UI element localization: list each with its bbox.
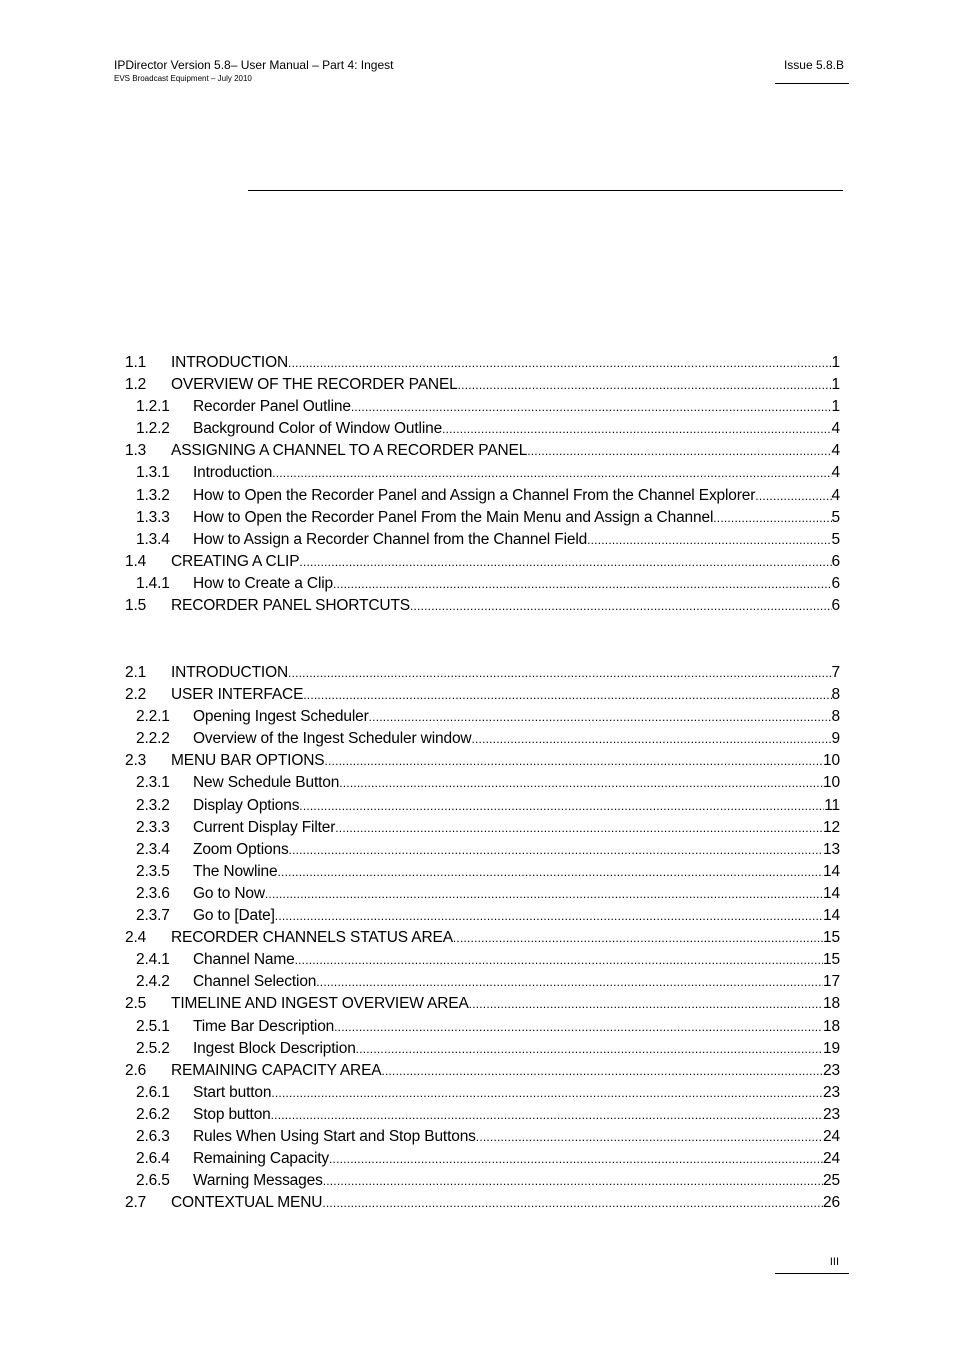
toc-entry[interactable] <box>125 529 840 551</box>
toc-dot-leader <box>527 440 831 462</box>
toc-entry-number: 1.2.1 <box>136 398 170 416</box>
toc-entry-page: 24 <box>823 1127 840 1145</box>
toc-entry[interactable] <box>125 817 840 839</box>
toc-entry-page: 23 <box>823 1061 840 1079</box>
toc-entry-title: INTRODUCTION <box>171 664 289 681</box>
toc-entry-number: 2.5 <box>125 995 147 1013</box>
toc-entry-number: 2.2.2 <box>136 730 170 748</box>
toc-dot-leader <box>339 772 823 794</box>
toc-entry[interactable] <box>125 1148 840 1170</box>
toc-entry[interactable] <box>125 551 840 573</box>
toc-entry-title: RECORDER PANEL SHORTCUTS <box>171 597 410 615</box>
toc-entry-title: Go to Now <box>193 884 265 902</box>
toc-dot-leader <box>410 595 832 617</box>
toc-entry-page: 4 <box>831 442 840 460</box>
toc-entry-title: How to Open the Recorder Panel and Assign a Channel From the Channel Explorer <box>193 486 756 504</box>
toc-entry[interactable] <box>125 684 840 706</box>
toc-dot-leader <box>278 861 824 883</box>
toc-entry-number: 2.3.1 <box>136 774 170 792</box>
toc-entry-page: 11 <box>824 796 840 814</box>
toc-entry-title: CREATING A CLIP <box>171 552 300 570</box>
footer-rule <box>775 1273 849 1274</box>
toc-dot-leader <box>453 927 823 949</box>
toc-entry-title: Ingest Block Description <box>193 1039 356 1057</box>
toc-dot-leader <box>469 993 823 1015</box>
toc-entry-number: 1.3.3 <box>136 508 170 526</box>
toc-entry[interactable] <box>125 374 840 396</box>
toc-entry[interactable] <box>125 971 840 993</box>
toc-entry[interactable] <box>125 1170 840 1192</box>
toc-entry[interactable] <box>125 573 840 595</box>
toc-entry-title: Remaining Capacity <box>193 1150 330 1168</box>
toc-entry-number: 2.6.4 <box>136 1150 170 1168</box>
toc-entry-page: 15 <box>823 929 840 947</box>
toc-entry-title: Zoom Options <box>193 840 289 858</box>
toc-entry-page: 26 <box>823 1194 840 1212</box>
toc-entry-title: Go to [Date] <box>193 907 275 925</box>
toc-entry-number: 2.7 <box>125 1194 147 1212</box>
toc-entry-number: 1.2 <box>125 376 147 394</box>
table-of-contents-part-1 <box>125 352 840 617</box>
toc-dot-leader <box>713 507 831 529</box>
toc-entry-page: 8 <box>831 708 840 726</box>
toc-entry-page: 14 <box>823 884 840 902</box>
toc-entry-title: New Schedule Button <box>193 774 340 792</box>
toc-entry-number: 2.3.2 <box>136 796 170 814</box>
toc-dot-leader <box>471 728 831 750</box>
toc-entry-title: Rules When Using Start and Stop Buttons <box>193 1127 476 1145</box>
toc-dot-leader <box>755 485 831 507</box>
toc-entry-page: 8 <box>831 686 840 704</box>
toc-dot-leader <box>333 573 832 595</box>
header-rule <box>775 83 849 84</box>
toc-entry[interactable] <box>125 462 840 484</box>
toc-entry-title: Introduction <box>193 464 273 482</box>
toc-entry[interactable] <box>125 485 840 507</box>
toc-dot-leader <box>271 1082 823 1104</box>
toc-entry[interactable] <box>125 750 840 772</box>
footer-page-number: III <box>829 1256 839 1268</box>
toc-entry-number: 1.3 <box>125 442 147 460</box>
toc-entry-title: Overview of the Ingest Scheduler window <box>193 730 472 748</box>
toc-entry-number: 2.6.1 <box>136 1083 170 1101</box>
toc-entry-page: 5 <box>831 530 840 548</box>
toc-entry[interactable] <box>125 949 840 971</box>
header-issue: Issue 5.8.B <box>783 58 844 72</box>
section-title-rule <box>248 190 843 191</box>
toc-entry-title: Channel Selection <box>193 973 317 991</box>
toc-entry-page: 15 <box>823 951 840 969</box>
toc-entry-title: INTRODUCTION <box>171 354 289 371</box>
toc-entry-title: Stop button <box>193 1105 271 1123</box>
toc-entry-title: Warning Messages <box>193 1172 323 1190</box>
toc-entry-title: MENU BAR OPTIONS <box>171 752 325 770</box>
toc-entry-number: 1.1 <box>125 354 147 371</box>
toc-entry[interactable] <box>125 905 840 927</box>
toc-entry-page: 1 <box>831 398 840 416</box>
toc-dot-leader <box>299 795 824 817</box>
toc-entry-title: CONTEXTUAL MENU <box>171 1194 323 1212</box>
toc-entry-number: 2.6.5 <box>136 1172 170 1190</box>
toc-entry-page: 4 <box>831 420 840 438</box>
toc-entry[interactable] <box>125 993 840 1015</box>
header-title: IPDirector Version 5.8– User Manual – Part 4: Ingest <box>114 58 394 72</box>
toc-entry[interactable] <box>125 396 840 418</box>
toc-entry-title: Current Display Filter <box>193 818 336 836</box>
toc-entry-number: 2.1 <box>125 664 147 681</box>
toc-entry[interactable] <box>125 728 840 750</box>
toc-dot-leader <box>334 1016 823 1038</box>
toc-dot-leader <box>587 529 831 551</box>
toc-entry-page: 1 <box>831 376 840 394</box>
toc-entry-number: 2.5.2 <box>136 1039 170 1057</box>
toc-entry-title: Opening Ingest Scheduler <box>193 708 369 726</box>
toc-dot-leader <box>329 1148 823 1170</box>
toc-dot-leader <box>369 706 832 728</box>
toc-entry[interactable] <box>125 352 840 374</box>
toc-dot-leader <box>303 684 831 706</box>
toc-dot-leader <box>335 817 823 839</box>
toc-entry-page: 6 <box>831 574 840 592</box>
toc-dot-leader <box>458 374 832 396</box>
toc-entry-number: 2.2.1 <box>136 708 170 726</box>
toc-dot-leader <box>271 1104 823 1126</box>
toc-entry-title: Channel Name <box>193 951 295 969</box>
toc-dot-leader <box>381 1060 823 1082</box>
toc-dot-leader <box>316 971 823 993</box>
toc-entry-title: ASSIGNING A CHANNEL TO A RECORDER PANEL <box>171 442 528 460</box>
toc-entry-page: 6 <box>831 597 840 615</box>
toc-dot-leader <box>299 551 831 573</box>
toc-entry-page: 5 <box>831 508 840 526</box>
toc-entry-page: 4 <box>831 486 840 504</box>
toc-entry[interactable] <box>125 927 840 949</box>
toc-dot-leader <box>322 1192 823 1214</box>
toc-entry-page: 24 <box>823 1150 840 1168</box>
toc-entry-page: 10 <box>823 774 840 792</box>
toc-entry[interactable] <box>125 418 840 440</box>
toc-entry-number: 2.4.1 <box>136 951 170 969</box>
toc-entry-page: 1 <box>831 354 840 371</box>
toc-entry[interactable] <box>125 507 840 529</box>
toc-entry[interactable] <box>125 595 840 617</box>
toc-entry-number: 2.3.7 <box>136 907 170 925</box>
toc-entry[interactable] <box>125 772 840 794</box>
toc-entry-title: Display Options <box>193 796 300 814</box>
toc-entry-number: 1.5 <box>125 597 147 615</box>
toc-entry[interactable] <box>125 1082 840 1104</box>
table-of-contents-part-2 <box>125 662 840 1214</box>
header-subtitle: EVS Broadcast Equipment – July 2010 <box>114 74 252 83</box>
toc-entry-number: 2.4 <box>125 929 147 947</box>
toc-entry-number: 1.4.1 <box>136 574 170 592</box>
toc-dot-leader <box>265 883 823 905</box>
toc-entry-number: 1.3.4 <box>136 530 170 548</box>
toc-entry-number: 1.3.1 <box>136 464 170 482</box>
toc-entry-number: 2.6.2 <box>136 1105 170 1123</box>
toc-entry-page: 10 <box>823 752 840 770</box>
toc-entry-title: RECORDER CHANNELS STATUS AREA <box>171 929 453 947</box>
toc-entry-number: 2.3 <box>125 752 147 770</box>
toc-entry-page: 13 <box>823 840 840 858</box>
toc-entry-number: 2.3.6 <box>136 884 170 902</box>
toc-entry[interactable] <box>125 795 840 817</box>
toc-entry[interactable] <box>125 1126 840 1148</box>
toc-entry-page: 4 <box>831 464 840 482</box>
toc-dot-leader <box>323 1170 823 1192</box>
toc-entry-title: Background Color of Window Outline <box>193 420 443 438</box>
toc-entry[interactable] <box>125 440 840 462</box>
toc-entry-number: 1.3.2 <box>136 486 170 504</box>
toc-entry-number: 1.2.2 <box>136 420 170 438</box>
toc-entry-page: 25 <box>823 1172 840 1190</box>
toc-entry-number: 2.4.2 <box>136 973 170 991</box>
toc-entry-page: 14 <box>823 907 840 925</box>
toc-entry-title: How to Open the Recorder Panel From the Main Menu and Assign a Channel <box>193 508 714 526</box>
toc-dot-leader <box>324 750 823 772</box>
toc-entry-page: 18 <box>823 995 840 1013</box>
toc-dot-leader <box>351 396 832 418</box>
toc-entry-page: 23 <box>823 1105 840 1123</box>
toc-entry-number: 2.5.1 <box>136 1017 170 1035</box>
toc-entry[interactable] <box>125 861 840 883</box>
toc-entry-title: USER INTERFACE <box>171 686 304 704</box>
toc-entry-number: 1.4 <box>125 552 147 570</box>
toc-entry-number: 2.2 <box>125 686 147 704</box>
toc-dot-leader <box>288 352 831 374</box>
toc-entry-title: How to Assign a Recorder Channel from the Channel Field <box>193 530 588 548</box>
toc-dot-leader <box>288 662 831 684</box>
toc-entry-page: 7 <box>831 664 840 681</box>
toc-entry-title: How to Create a Clip <box>193 574 334 592</box>
toc-entry[interactable] <box>125 706 840 728</box>
toc-entry[interactable] <box>125 883 840 905</box>
toc-dot-leader <box>275 905 823 927</box>
toc-dot-leader <box>295 949 823 971</box>
toc-entry[interactable] <box>125 1104 840 1126</box>
toc-entry[interactable] <box>125 1038 840 1060</box>
toc-entry-title: The Nowline <box>193 862 278 880</box>
toc-entry[interactable] <box>125 1060 840 1082</box>
toc-entry[interactable] <box>125 1192 840 1214</box>
toc-entry[interactable] <box>125 839 840 861</box>
toc-entry-title: OVERVIEW OF THE RECORDER PANEL <box>171 376 458 394</box>
toc-dot-leader <box>289 839 824 861</box>
toc-dot-leader <box>356 1038 823 1060</box>
toc-entry-number: 2.3.4 <box>136 840 170 858</box>
toc-entry-page: 18 <box>823 1017 840 1035</box>
toc-entry-title: Start button <box>193 1083 272 1101</box>
toc-entry-page: 12 <box>823 818 840 836</box>
toc-dot-leader <box>442 418 831 440</box>
toc-entry-page: 19 <box>823 1039 840 1057</box>
toc-entry-title: REMAINING CAPACITY AREA <box>171 1061 382 1079</box>
toc-entry-number: 2.6 <box>125 1061 147 1079</box>
toc-entry-page: 17 <box>823 973 840 991</box>
toc-entry-page: 14 <box>823 862 840 880</box>
toc-dot-leader <box>476 1126 823 1148</box>
toc-entry[interactable] <box>125 1016 840 1038</box>
toc-entry-title: Time Bar Description <box>193 1017 335 1035</box>
toc-entry-title: TIMELINE AND INGEST OVERVIEW AREA <box>171 995 469 1013</box>
toc-entry-number: 2.6.3 <box>136 1127 170 1145</box>
toc-entry-page: 23 <box>823 1083 840 1101</box>
toc-entry-number: 2.3.5 <box>136 862 170 880</box>
toc-entry[interactable] <box>125 662 840 684</box>
toc-dot-leader <box>272 462 831 484</box>
toc-entry-number: 2.3.3 <box>136 818 170 836</box>
toc-entry-page: 9 <box>831 730 840 748</box>
toc-entry-title: Recorder Panel Outline <box>193 398 351 416</box>
toc-entry-page: 6 <box>831 552 840 570</box>
